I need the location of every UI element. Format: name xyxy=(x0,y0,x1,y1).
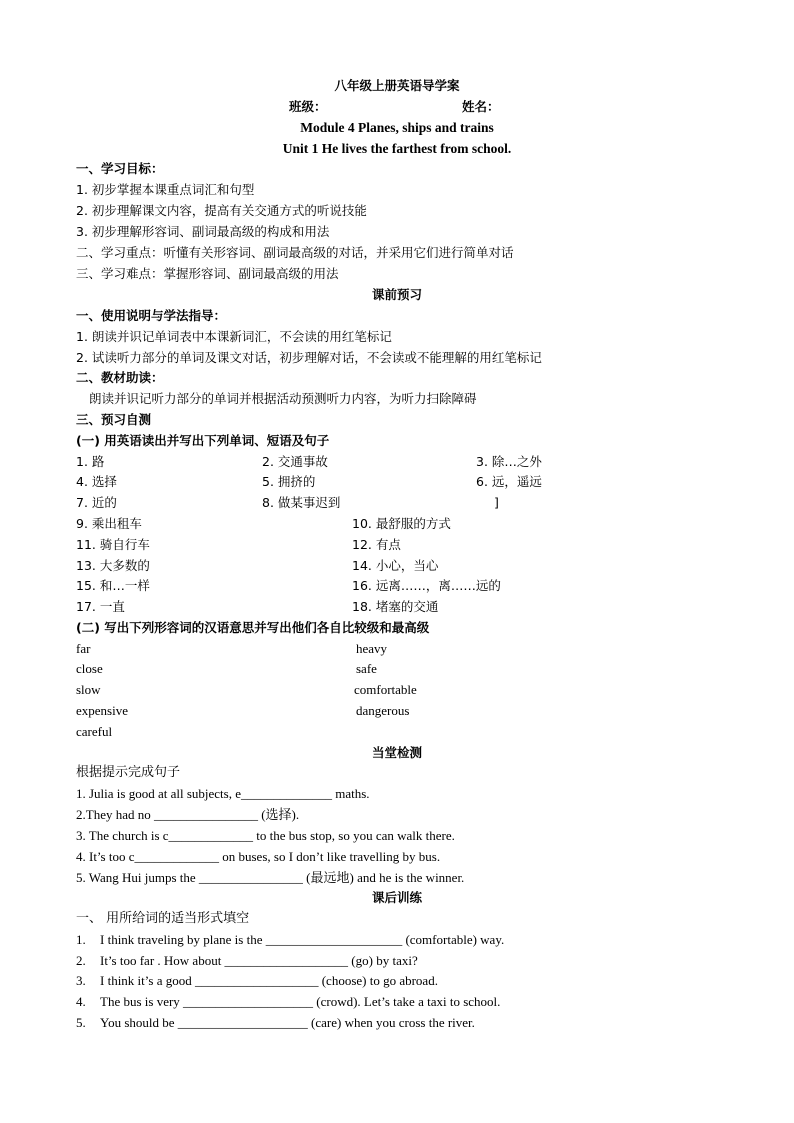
name-label: 姓名： xyxy=(462,99,500,114)
adjective-item: safe xyxy=(356,661,377,676)
guide-heading: 一、使用说明与学法指导： xyxy=(76,308,227,323)
in-class-instruction: 根据提示完成句子 xyxy=(76,765,181,780)
vocab-item: 13. 大多数的 xyxy=(76,558,150,573)
vocab-item: 16. 远离……，离……远的 xyxy=(352,578,501,593)
unit-title: Unit 1 He lives the farthest from school. xyxy=(282,141,512,156)
adjective-item: expensive xyxy=(76,703,128,718)
vocab-item: 12. 有点 xyxy=(352,537,401,552)
guide-item: 1. 朗读并识记单词表中本课新词汇，不会读的用红笔标记 xyxy=(76,329,392,344)
preview-heading: 课前预习 xyxy=(371,287,422,302)
vocab-item: 10. 最舒服的方式 xyxy=(352,516,451,531)
vocab-item: 15. 和…一样 xyxy=(76,578,150,593)
exercise-text: I think it’s a good ___________________ (choose) to go abroad. xyxy=(100,973,438,988)
exercise-number: 2. xyxy=(76,953,86,968)
vocab-item: 6. 远，遥远 xyxy=(476,474,542,489)
after-class-section-heading: 一、 用所给词的适当形式填空 xyxy=(76,911,250,926)
exercise-number: 5. xyxy=(76,1015,86,1030)
learning-difficulty: 三、学习难点：掌握形容词、副词最高级的用法 xyxy=(76,266,339,281)
module-title: Module 4 Planes, ships and trains xyxy=(300,120,494,135)
vocab-item: 14. 小心，当心 xyxy=(352,558,439,573)
in-class-sentence: 3. The church is c_____________ to the bus stop, so you can walk there. xyxy=(76,828,455,843)
part2-heading: (二) 写出下列形容词的汉语意思并写出他们各自比较级和最高级 xyxy=(76,620,430,635)
adjective-item: close xyxy=(76,661,103,676)
aid-text: 朗读并识记听力部分的单词并根据活动预测听力内容，为听力扫除障碍 xyxy=(89,391,477,406)
vocab-item: 4. 选择 xyxy=(76,474,117,489)
vocab-item: 9. 乘出租车 xyxy=(76,516,142,531)
self-test-heading: 三、预习自测 xyxy=(76,412,152,427)
vocab-item: 17. 一直 xyxy=(76,599,125,614)
vocab-item: 2. 交通事故 xyxy=(262,454,328,469)
worksheet-title: 八年级上册英语导学案 xyxy=(334,78,460,93)
adjective-item: careful xyxy=(76,724,113,739)
in-class-sentence: 2.They had no ________________ (选择). xyxy=(76,807,300,822)
vocab-item: 5. 拥挤的 xyxy=(262,474,316,489)
exercise-number: 4. xyxy=(76,994,86,1009)
class-label: 班级： xyxy=(289,99,327,114)
in-class-sentence: 4. It’s too c_____________ on buses, so I don’t like travelling by bus. xyxy=(76,849,441,864)
vocab-item: 3. 除…之外 xyxy=(476,454,542,469)
goal-item: 2. 初步理解课文内容，提高有关交通方式的听说技能 xyxy=(76,203,367,218)
exercise-text: It’s too far . How about ___________________ (go) by taxi? xyxy=(100,953,418,968)
adjective-item: heavy xyxy=(356,641,388,656)
guide-item: 2. 试读听力部分的单词及课文对话，初步理解对话，不会读或不能理解的用红笔标记 xyxy=(76,350,542,365)
goals-heading: 一、学习目标： xyxy=(76,161,164,176)
vocab-item: 7. 近的 xyxy=(76,495,117,510)
exercise-number: 1. xyxy=(76,932,86,947)
vocab-item: 8. 做某事迟到 xyxy=(262,495,341,510)
adjective-item: comfortable xyxy=(354,682,417,697)
part1-heading: (一) 用英语读出并写出下列单词、短语及句子 xyxy=(76,433,330,448)
after-class-heading: 课后训练 xyxy=(371,890,422,905)
exercise-text: You should be ____________________ (care) when you cross the river. xyxy=(100,1015,475,1030)
adjective-item: slow xyxy=(76,682,101,697)
vocab-item: 11. 骑自行车 xyxy=(76,537,150,552)
exercise-text: I think traveling by plane is the _____________________ (comfortable) way. xyxy=(100,932,505,947)
vocab-bracket: ] xyxy=(494,495,499,510)
goal-item: 3. 初步理解形容词、副词最高级的构成和用法 xyxy=(76,224,330,239)
in-class-sentence: 1. Julia is good at all subjects, e______________ maths. xyxy=(76,786,370,801)
aid-heading: 二、教材助读： xyxy=(76,370,164,385)
goal-item: 1. 初步掌握本课重点词汇和句型 xyxy=(76,182,255,197)
adjective-item: far xyxy=(76,641,91,656)
adjective-item: dangerous xyxy=(356,703,410,718)
exercise-number: 3. xyxy=(76,973,86,988)
in-class-sentence: 5. Wang Hui jumps the ________________ (最远地) and he is the winner. xyxy=(76,870,465,885)
vocab-item: 18. 堵塞的交通 xyxy=(352,599,439,614)
exercise-text: The bus is very ____________________ (crowd). Let’s take a taxi to school. xyxy=(100,994,501,1009)
learning-focus: 二、学习重点：听懂有关形容词、副词最高级的对话，并采用它们进行简单对话 xyxy=(76,245,514,260)
vocab-item: 1. 路 xyxy=(76,454,105,469)
in-class-heading: 当堂检测 xyxy=(371,745,422,760)
